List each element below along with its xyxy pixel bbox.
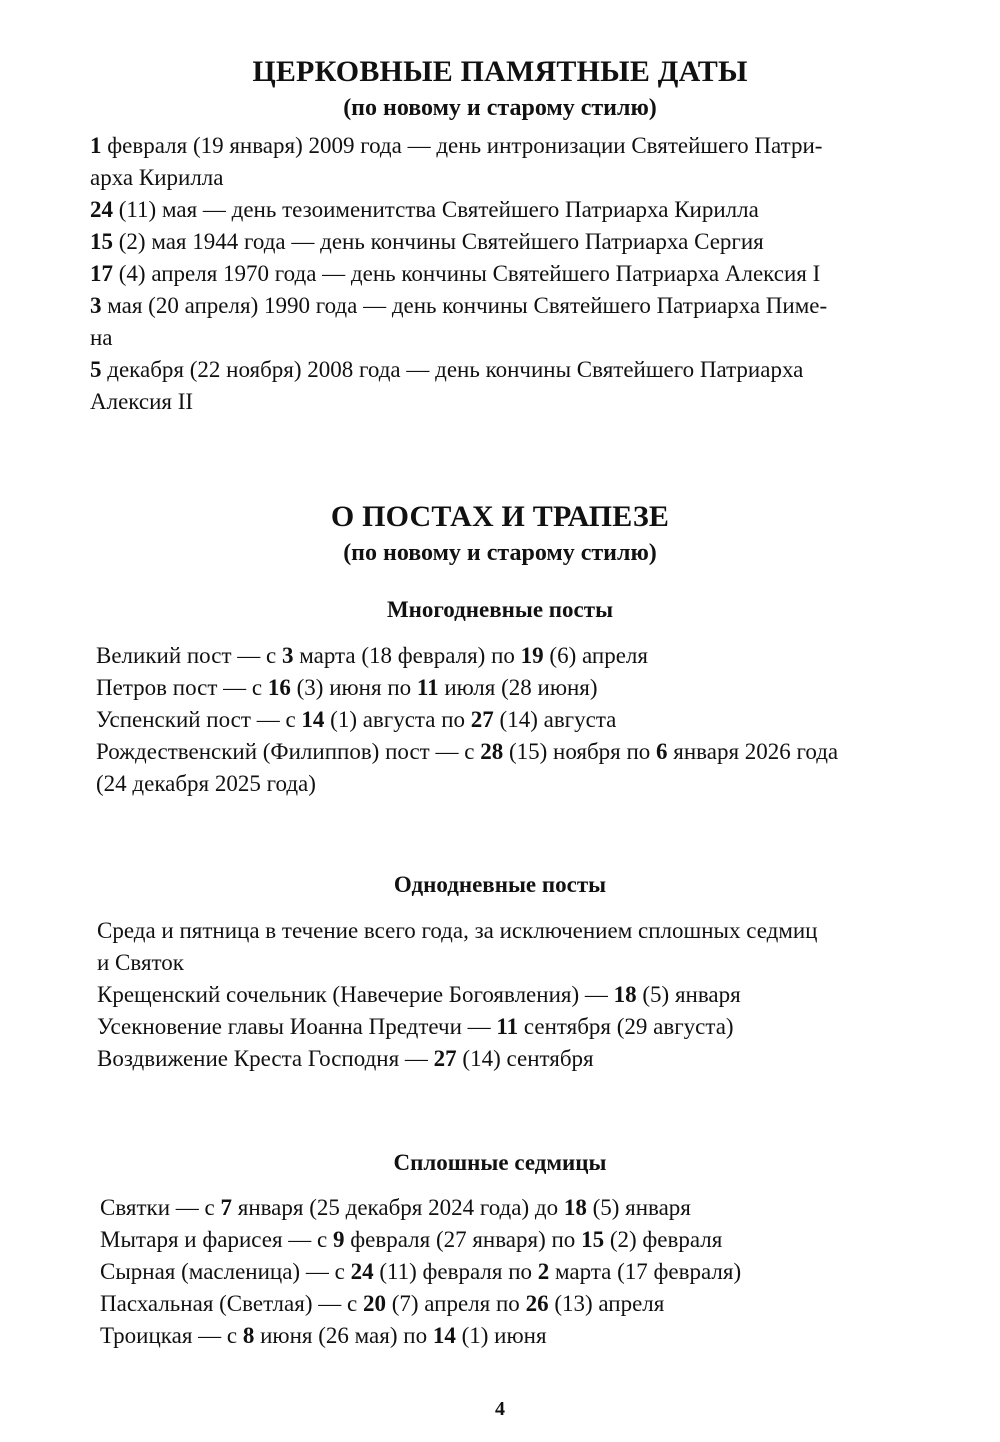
bold-date-number: 19 [520, 643, 544, 668]
text-line [97, 947, 957, 979]
text-segment: июля (28 июня) [438, 675, 598, 700]
bold-date-number: 28 [480, 739, 504, 764]
text-line [96, 672, 956, 704]
bold-date-number: 11 [496, 1014, 519, 1039]
bold-date-number: 20 [362, 1291, 386, 1316]
text-segment: декабря (22 ноября) 2008 года — день кончины Святейшего Патриарха [101, 357, 804, 382]
text-segment: (13) апреля [548, 1291, 665, 1316]
text-segment: (24 декабря 2025 года) [96, 771, 316, 796]
oneday-fasts-list [97, 915, 957, 1075]
fasts-subtitle: (по новому и старому стилю) [343, 540, 657, 566]
bold-date-number: 3 [90, 293, 102, 318]
text-segment: февраля (27 января) по [344, 1227, 582, 1252]
bold-date-number: 17 [90, 261, 113, 286]
text-line [96, 640, 956, 672]
text-segment: (4) апреля 1970 года — день кончины Святейшего Патриарха Алексия I [113, 261, 821, 286]
text-segment: (14) сентября [456, 1046, 594, 1071]
text-segment: (1) июня [455, 1323, 547, 1348]
text-line [96, 704, 956, 736]
text-line [90, 290, 950, 322]
memorial-dates-subtitle: (по новому и старому стилю) [343, 95, 657, 121]
bold-date-number: 15 [581, 1227, 605, 1252]
oneday-fasts-heading: Однодневные посты [393, 872, 607, 897]
bold-date-number: 15 [90, 229, 113, 254]
text-segment: Алексия II [90, 389, 194, 414]
text-line [97, 1043, 957, 1075]
text-segment: января 2026 года [667, 739, 839, 764]
text-segment: (15) ноября по [503, 739, 657, 764]
text-line [90, 354, 950, 386]
continuous-weeks-list [100, 1192, 960, 1352]
text-segment: (5) января [586, 1195, 691, 1220]
text-segment: Среда и пятница в течение всего года, за исключением сплошных седмиц [97, 918, 818, 943]
bold-date-number: 18 [563, 1195, 587, 1220]
bold-date-number: 1 [90, 133, 102, 158]
text-segment: (6) апреля [543, 643, 648, 668]
text-segment: Крещенский сочельник (Навечерие Богоявления) — [97, 982, 614, 1007]
continuous-weeks-heading: Сплошные седмицы [393, 1150, 607, 1175]
text-segment: Рождественский (Филиппов) пост — с [96, 739, 481, 764]
text-segment: Усекновение главы Иоанна Предтечи — [97, 1014, 497, 1039]
text-line [90, 162, 950, 194]
memorial-dates-title: ЦЕРКОВНЫЕ ПАМЯТНЫЕ ДАТЫ [252, 55, 748, 88]
text-line [100, 1288, 960, 1320]
text-line [97, 915, 957, 947]
text-line [100, 1256, 960, 1288]
bold-date-number: 5 [90, 357, 102, 382]
bold-date-number: 2 [537, 1259, 550, 1284]
text-line [90, 130, 950, 162]
text-segment: Мытаря и фарисея — с [100, 1227, 333, 1252]
text-segment: (2) февраля [604, 1227, 723, 1252]
bold-date-number: 27 [433, 1046, 457, 1071]
bold-date-number: 18 [613, 982, 637, 1007]
bold-date-number: 9 [333, 1227, 345, 1252]
text-segment: арха Кирилла [90, 165, 224, 190]
text-segment: Успенский пост — с [96, 707, 302, 732]
memorial-dates-list [90, 130, 950, 418]
text-line [97, 1011, 957, 1043]
text-line [90, 258, 950, 290]
text-segment: Святки — с [100, 1195, 221, 1220]
text-segment: Сырная (масленица) — с [100, 1259, 351, 1284]
text-line [90, 226, 950, 258]
text-line [90, 194, 950, 226]
bold-date-number: 14 [301, 707, 325, 732]
bold-date-number: 24 [350, 1259, 374, 1284]
multiday-fasts-list [96, 640, 956, 800]
text-segment: января (25 декабря 2024 года) до [231, 1195, 564, 1220]
bold-date-number: 26 [525, 1291, 549, 1316]
text-segment: Воздвижение Креста Господня — [97, 1046, 434, 1071]
bold-date-number: 6 [656, 739, 668, 764]
text-segment: сентября (29 августа) [518, 1014, 734, 1039]
text-segment: (14) августа [493, 707, 617, 732]
text-segment: и Святок [97, 950, 184, 975]
text-segment: Троицкая — с [100, 1323, 243, 1348]
text-segment: июня (26 мая) по [254, 1323, 433, 1348]
text-segment: февраля (19 января) 2009 года — день интронизации Святейшего Патри- [101, 133, 823, 158]
text-line [96, 736, 956, 768]
text-segment: (5) января [636, 982, 741, 1007]
text-line [100, 1320, 960, 1352]
fasts-title: О ПОСТАХ И ТРАПЕЗЕ [330, 500, 670, 533]
bold-date-number: 7 [220, 1195, 232, 1220]
text-line [96, 768, 956, 800]
text-segment: (1) августа по [324, 707, 471, 732]
bold-date-number: 3 [281, 643, 294, 668]
text-segment: марта (17 февраля) [549, 1259, 742, 1284]
text-segment: Пасхальная (Светлая) — с [100, 1291, 363, 1316]
text-segment: на [90, 325, 113, 350]
text-segment: Великий пост — с [96, 643, 282, 668]
text-line [100, 1192, 960, 1224]
text-line [90, 322, 950, 354]
text-segment: (2) мая 1944 года — день кончины Святейшего Патриарха Сергия [113, 229, 764, 254]
bold-date-number: 8 [242, 1323, 255, 1348]
text-line [90, 386, 950, 418]
bold-date-number: 11 [416, 675, 439, 700]
text-segment: марта (18 февраля) по [293, 643, 521, 668]
text-segment: (11) мая — день тезоименитства Святейшего Патриарха Кирилла [113, 197, 759, 222]
text-line [100, 1224, 960, 1256]
text-line [97, 979, 957, 1011]
page-number: 4 [495, 1398, 505, 1420]
text-segment: (11) февраля по [373, 1259, 538, 1284]
bold-date-number: 24 [90, 197, 113, 222]
text-segment: (3) июня по [290, 675, 417, 700]
text-segment: мая (20 апреля) 1990 года — день кончины Святейшего Патриарха Пиме- [101, 293, 828, 318]
text-segment: Петров пост — с [96, 675, 268, 700]
bold-date-number: 27 [470, 707, 494, 732]
bold-date-number: 16 [267, 675, 291, 700]
multiday-fasts-heading: Многодневные посты [386, 597, 614, 622]
bold-date-number: 14 [432, 1323, 456, 1348]
text-segment: (7) апреля по [385, 1291, 526, 1316]
